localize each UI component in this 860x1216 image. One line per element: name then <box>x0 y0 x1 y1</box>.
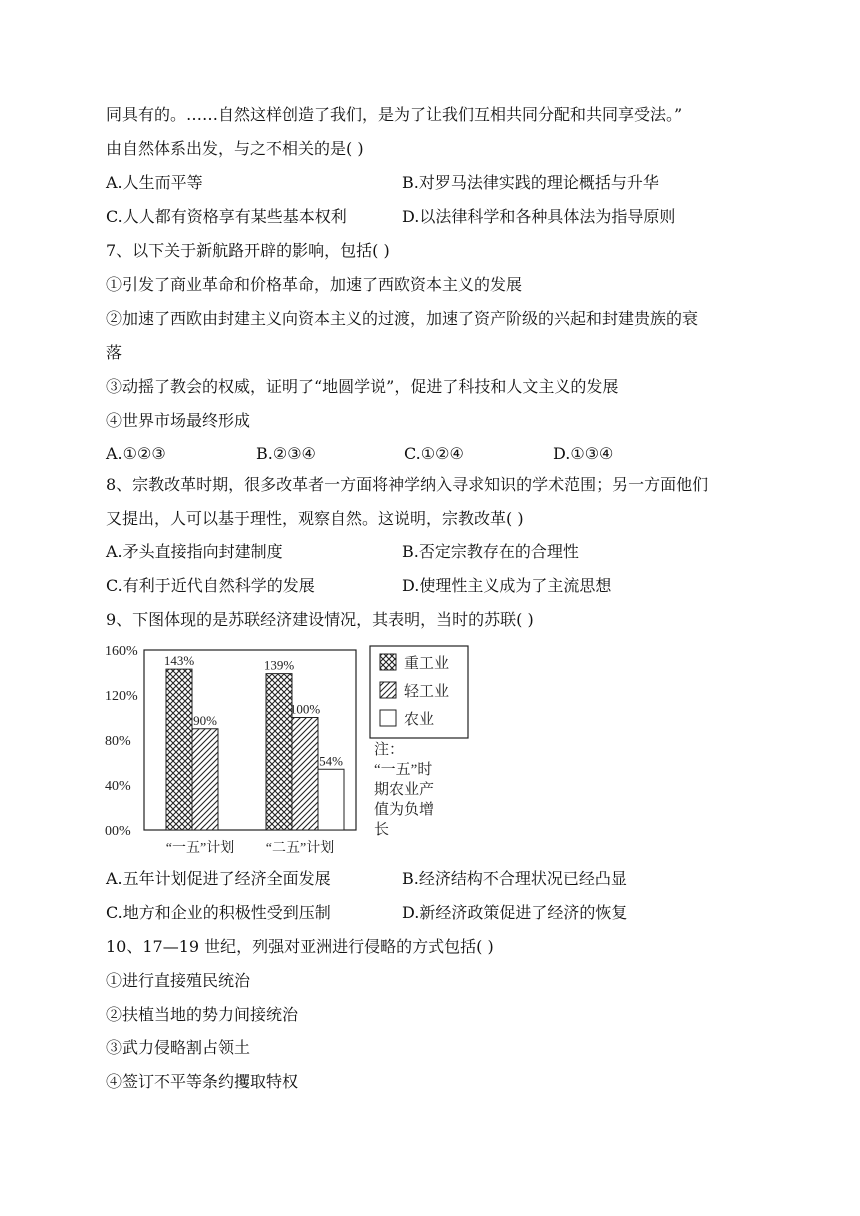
option-a: A.①②③ <box>106 444 166 463</box>
legend-swatch <box>380 710 396 726</box>
y-tick-label: 80% <box>105 734 131 749</box>
option-c: C.①②④ <box>404 444 464 463</box>
text-line: 同具有的。……自然这样创造了我们，是为了让我们互相共同分配和共同享受法。” <box>106 105 683 124</box>
statement-item: ④世界市场最终形成 <box>106 411 251 430</box>
data-label: 100% <box>289 701 321 717</box>
text-line: 由自然体系出发，与之不相关的是( ) <box>106 139 364 158</box>
question-stem: 9、下图体现的是苏联经济建设情况，其表明，当时的苏联( ) <box>106 610 534 629</box>
data-label: 139% <box>263 657 295 673</box>
option-c: C.人人都有资格享有某些基本权利 <box>106 207 347 226</box>
option-a: A.矛头直接指向封建制度 <box>106 542 283 561</box>
legend-swatch <box>380 682 396 698</box>
legend-swatch <box>380 654 396 670</box>
option-row <box>106 172 659 194</box>
option-d: D.新经济政策促进了经济的恢复 <box>402 903 628 922</box>
statement-item: ①进行直接殖民统治 <box>106 971 251 990</box>
option-c: C.地方和企业的积极性受到压制 <box>106 903 331 922</box>
option-b: B.否定宗教存在的合理性 <box>402 542 579 561</box>
y-tick-label: 00% <box>105 824 131 839</box>
option-a: A.人生而平等 <box>106 173 203 192</box>
question-stem: 7、以下关于新航路开辟的影响，包括( ) <box>106 241 390 260</box>
question-stem: 又提出，人可以基于理性，观察自然。这说明，宗教改革( ) <box>106 509 524 528</box>
x-tick-label: “一五”计划 <box>165 841 235 856</box>
option-row <box>106 206 676 228</box>
statement-item: ②扶植当地的势力间接统治 <box>106 1005 299 1024</box>
bar-重工业 <box>166 669 192 830</box>
statement-item: ①引发了商业革命和价格革命，加速了西欧资本主义的发展 <box>106 275 523 294</box>
statement-item: ③动摇了教会的权威，证明了“地圆学说”，促进了科技和人文主义的发展 <box>106 377 619 396</box>
statement-item: ④签订不平等条约攫取特权 <box>106 1072 299 1091</box>
y-tick-label: 40% <box>105 779 131 794</box>
chart-note: 期农业产 <box>374 782 435 798</box>
bar-chart-svg <box>104 638 474 860</box>
option-b: B.②③④ <box>256 444 316 463</box>
legend-label: 轻工业 <box>404 684 450 700</box>
bar-chart <box>104 638 474 860</box>
y-tick-label: 160% <box>105 644 138 659</box>
question-stem: 8、宗教改革时期，很多改革者一方面将神学纳入寻求知识的学术范围；另一方面他们 <box>106 475 709 494</box>
x-tick-label: “二五”计划 <box>265 841 335 856</box>
y-tick-label: 120% <box>105 689 138 704</box>
option-c: C.有利于近代自然科学的发展 <box>106 576 315 595</box>
statement-item: ②加速了西欧由封建主义向资本主义的过渡，加速了资产阶级的兴起和封建贵族的衰 <box>106 309 699 328</box>
option-row <box>106 575 612 597</box>
legend-label: 农业 <box>404 712 435 728</box>
bar-重工业 <box>266 674 292 830</box>
data-label: 54% <box>319 753 343 769</box>
statement-item: ③武力侵略割占领土 <box>106 1038 251 1057</box>
option-b: B.经济结构不合理状况已经凸显 <box>402 869 627 888</box>
option-a: A.五年计划促进了经济全面发展 <box>106 869 331 888</box>
bar-农业 <box>318 769 344 830</box>
legend-label: 重工业 <box>404 656 450 672</box>
statement-item: 落 <box>106 343 123 362</box>
chart-note: “一五”时 <box>374 762 433 778</box>
bar-轻工业 <box>292 718 318 831</box>
question-stem: 10、17—19 世纪，列强对亚洲进行侵略的方式包括( ) <box>106 937 494 956</box>
option-d: D.使理性主义成为了主流思想 <box>402 576 612 595</box>
option-row <box>106 541 579 563</box>
chart-note: 值为负增 <box>374 802 435 818</box>
option-row <box>106 868 627 890</box>
option-row <box>106 902 628 924</box>
option-d: D.①③④ <box>553 444 614 463</box>
bar-轻工业 <box>192 729 218 830</box>
option-d: D.以法律科学和各种具体法为指导原则 <box>402 207 676 226</box>
chart-note: 注： <box>374 742 405 758</box>
data-label: 143% <box>163 653 195 669</box>
option-b: B.对罗马法律实践的理论概括与升华 <box>402 173 659 192</box>
data-label: 90% <box>193 712 217 728</box>
chart-note: 长 <box>374 822 390 838</box>
